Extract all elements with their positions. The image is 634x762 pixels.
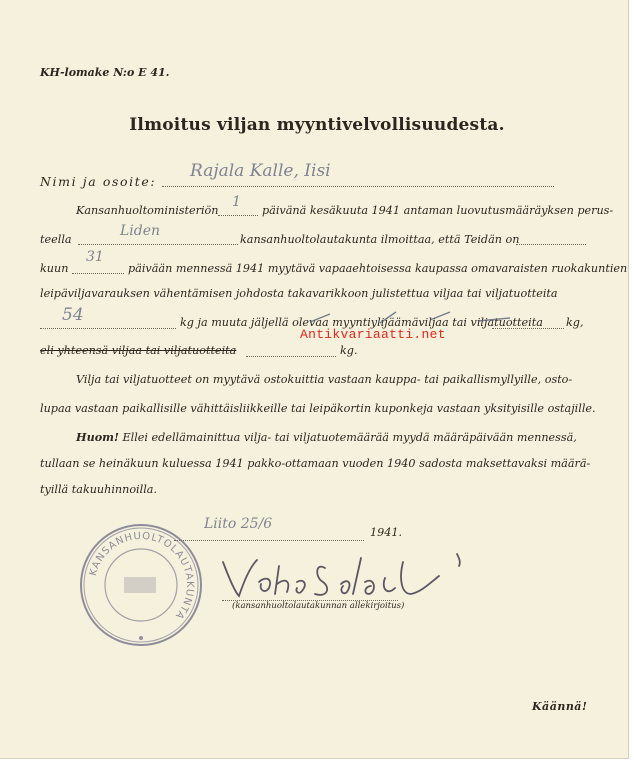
body-line-5a: kg ja muuta jäljellä olevaa myyntiylijäämäviljaa tai viljatuotteita [180,316,543,329]
body-line-7: Vilja tai viljatuotteet on myytävä ostokuittia vastaan kauppa- tai paikallismyllyille, osto- [76,373,573,386]
body-line-11: tyillä takuuhinnoilla. [40,483,158,496]
body-line-1b: päivänä kesäkuuta 1941 antaman luovutusmääräyksen perus- [262,204,614,217]
handwritten-day: 1 [232,194,241,210]
amount-field-line [40,318,176,329]
document-title: Ilmoitus viljan myyntivelvollisuudesta. [129,115,505,135]
watermark: Antikvariaatti.net [300,327,446,342]
handwritten-name: Rajala Kalle, Iisi [190,161,331,181]
handwritten-date-to: 31 [86,249,104,265]
date-suffix: 1941. [370,526,403,539]
body-line-9: Ellei edellämainittua vilja- tai viljatuotemäärää myydä määräpäivään mennessä, [122,431,577,444]
body-line-4: leipäviljavarauksen vähentämisen johdosta takavarikkoon julistettua viljaa tai viljatuotteita [40,287,558,300]
huom-label: Huom! [76,430,119,444]
pen-strike-marks [300,308,530,328]
body-line-10: tullaan se heinäkuun kuluessa 1941 pakko-ottamaan vuoden 1940 sadosta maksettavaksi määrä- [40,457,591,470]
body-line-5b: kg, [566,316,584,329]
handwritten-place: Liden [120,223,161,239]
body-line-2b: kansanhuoltolautakunta ilmoittaa, että Teidän on [240,233,520,246]
form-code: KH-lomake N:o E 41. [40,66,170,79]
official-stamp [78,522,204,648]
svg-text:KANSANHUOLTOLAUTAKUNTA: KANSANHUOLTOLAUTAKUNTA [87,530,196,622]
body-line-8: lupaa vastaan paikallisille vähittäisliikkeille tai leipäkortin kuponkeja vastaan yksityisille ostajille. [40,402,596,415]
body-line-3b: päivään mennessä 1941 myytävä vapaaehtoisessa kaupassa omavaraisten ruokakuntien [128,262,628,275]
body-line-6b: kg. [340,344,358,357]
handwritten-amount: 54 [62,305,84,325]
turn-over-note: Käännä! [532,700,588,713]
body-line-6a: eli yhteensä viljaa tai viljatuotteita [40,344,237,357]
signature-caption: (kansanhuoltolautakunnan allekirjoitus) [232,601,405,611]
body-line-2a: teella [40,233,72,246]
month-field-line [516,234,586,245]
body-line-3a: kuun [40,262,69,275]
handwritten-place-date: Liito 25/6 [204,516,273,532]
total-field-line [246,346,336,357]
name-label: Nimi ja osoite: [40,174,157,189]
body-line-1a: Kansanhuoltoministeriön [76,204,219,217]
